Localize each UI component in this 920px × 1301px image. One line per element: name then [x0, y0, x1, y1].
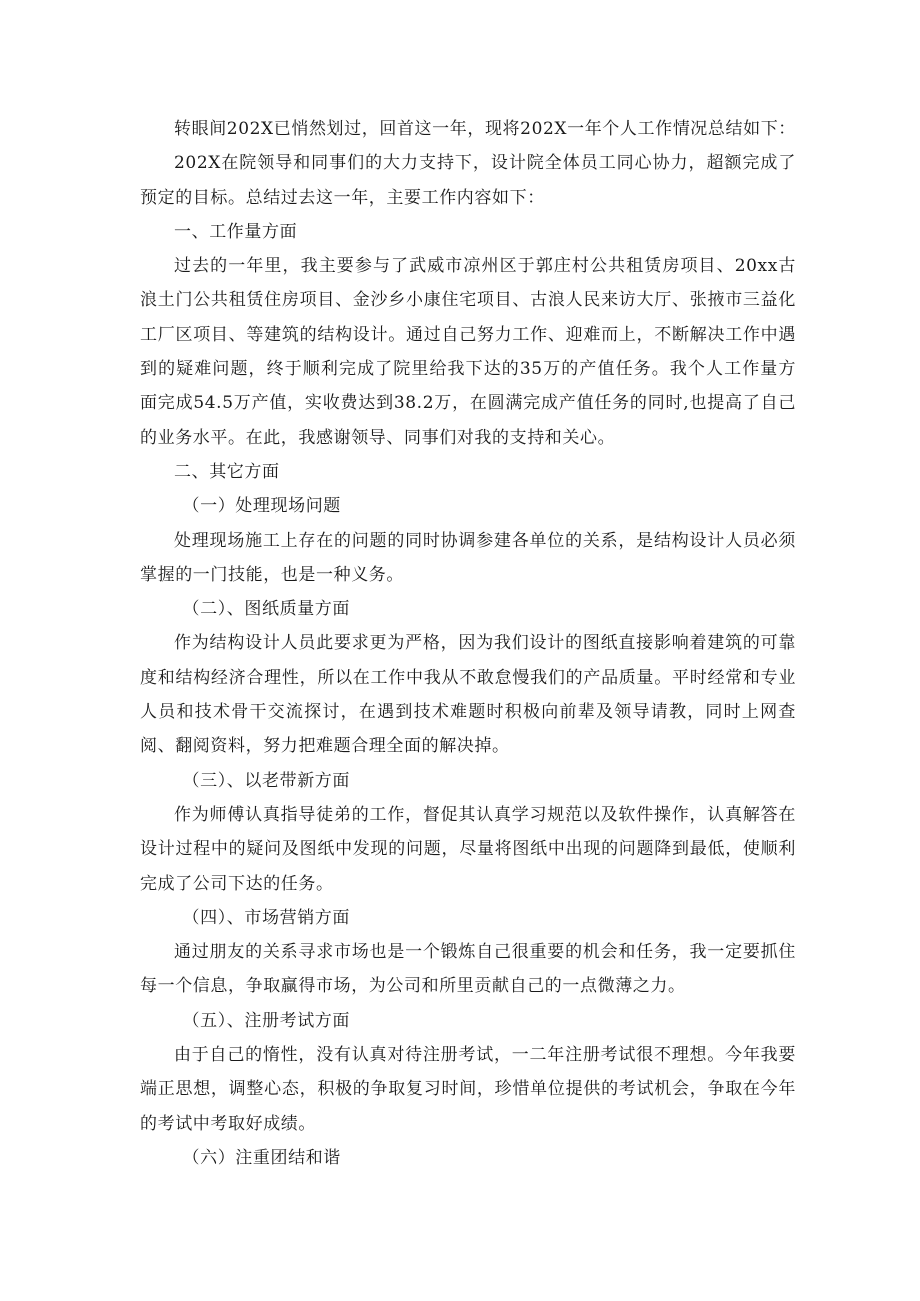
mentoring-paragraph: 作为师傅认真指导徒弟的工作，督促其认真学习规范以及软件操作，认真解答在设计过程中的疑问及图纸中发现的问题，尽量将图纸中出现的问题降到最低，使顺利完成了公司下达的任务。 — [140, 804, 796, 894]
workload-paragraph: 过去的一年里，我主要参与了武威市凉州区于郭庄村公共租赁房项目、20xx古浪土门公共租赁住房项目、金沙乡小康住宅项目、古浪人民来访大厅、张掖市三益化工厂区项目、等建筑的结构设计。通过自己努力工作、迎难而上，不断解决工作中遇到的疑难问题，终于顺利完成了院里给我下达的35万的产值任务。我个人工作量方面完成54.5万产值，实收费达到38.2万，在圆满完成产值任务的同时,也提高了自己的业务水平。在此，我感谢领导、同事们对我的支持和关心。 — [140, 256, 796, 448]
subheading-exam: （五）、注册考试方面 — [182, 1010, 350, 1031]
subheading-marketing: （四）、市场营销方面 — [182, 907, 350, 928]
document-body — [140, 112, 796, 1175]
subheading-mentoring: （三）、以老带新方面 — [182, 770, 350, 791]
subheading-teamwork: （六）注重团结和谐 — [182, 1147, 341, 1168]
marketing-paragraph: 通过朋友的关系寻求市场也是一个锻炼自己很重要的机会和任务，我一定要抓住每一个信息，争取赢得市场，为公司和所里贡献自己的一点微薄之力。 — [140, 942, 796, 997]
exam-paragraph: 由于自己的惰性，没有认真对待注册考试，一二年注册考试很不理想。今年我要端正思想，调整心态，积极的争取复习时间，珍惜单位提供的考试机会，争取在今年的考试中考取好成绩。 — [140, 1045, 796, 1134]
section-heading-workload: 一、工作量方面 — [174, 221, 298, 242]
intro-paragraph: 转眼间202X已悄然划过，回首这一年，现将202X一年个人工作情况总结如下： — [174, 119, 796, 139]
drawing-quality-paragraph: 作为结构设计人员此要求更为严格，因为我们设计的图纸直接影响着建筑的可靠度和结构经济合理性，所以在工作中我从不敢怠慢我们的产品质量。平时经常和专业人员和技术骨干交流探讨，在遇到技术难题时积极向前辈及领导请教，同时上网查阅、翻阅资料，努力把难题合理全面的解决掉。 — [140, 633, 796, 757]
site-issues-paragraph: 处理现场施工上存在的问题的同时协调参建各单位的关系，是结构设计人员必须掌握的一门技能，也是一种义务。 — [140, 530, 796, 585]
subheading-site-issues: （一）处理现场问题 — [182, 496, 341, 517]
summary-paragraph: 202X在院领导和同事们的大力支持下，设计院全体员工同心协力，超额完成了预定的目标。总结过去这一年，主要工作内容如下： — [140, 153, 796, 208]
subheading-drawing-quality: （二）、图纸质量方面 — [182, 599, 350, 620]
section-heading-other: 二、其它方面 — [174, 461, 280, 482]
